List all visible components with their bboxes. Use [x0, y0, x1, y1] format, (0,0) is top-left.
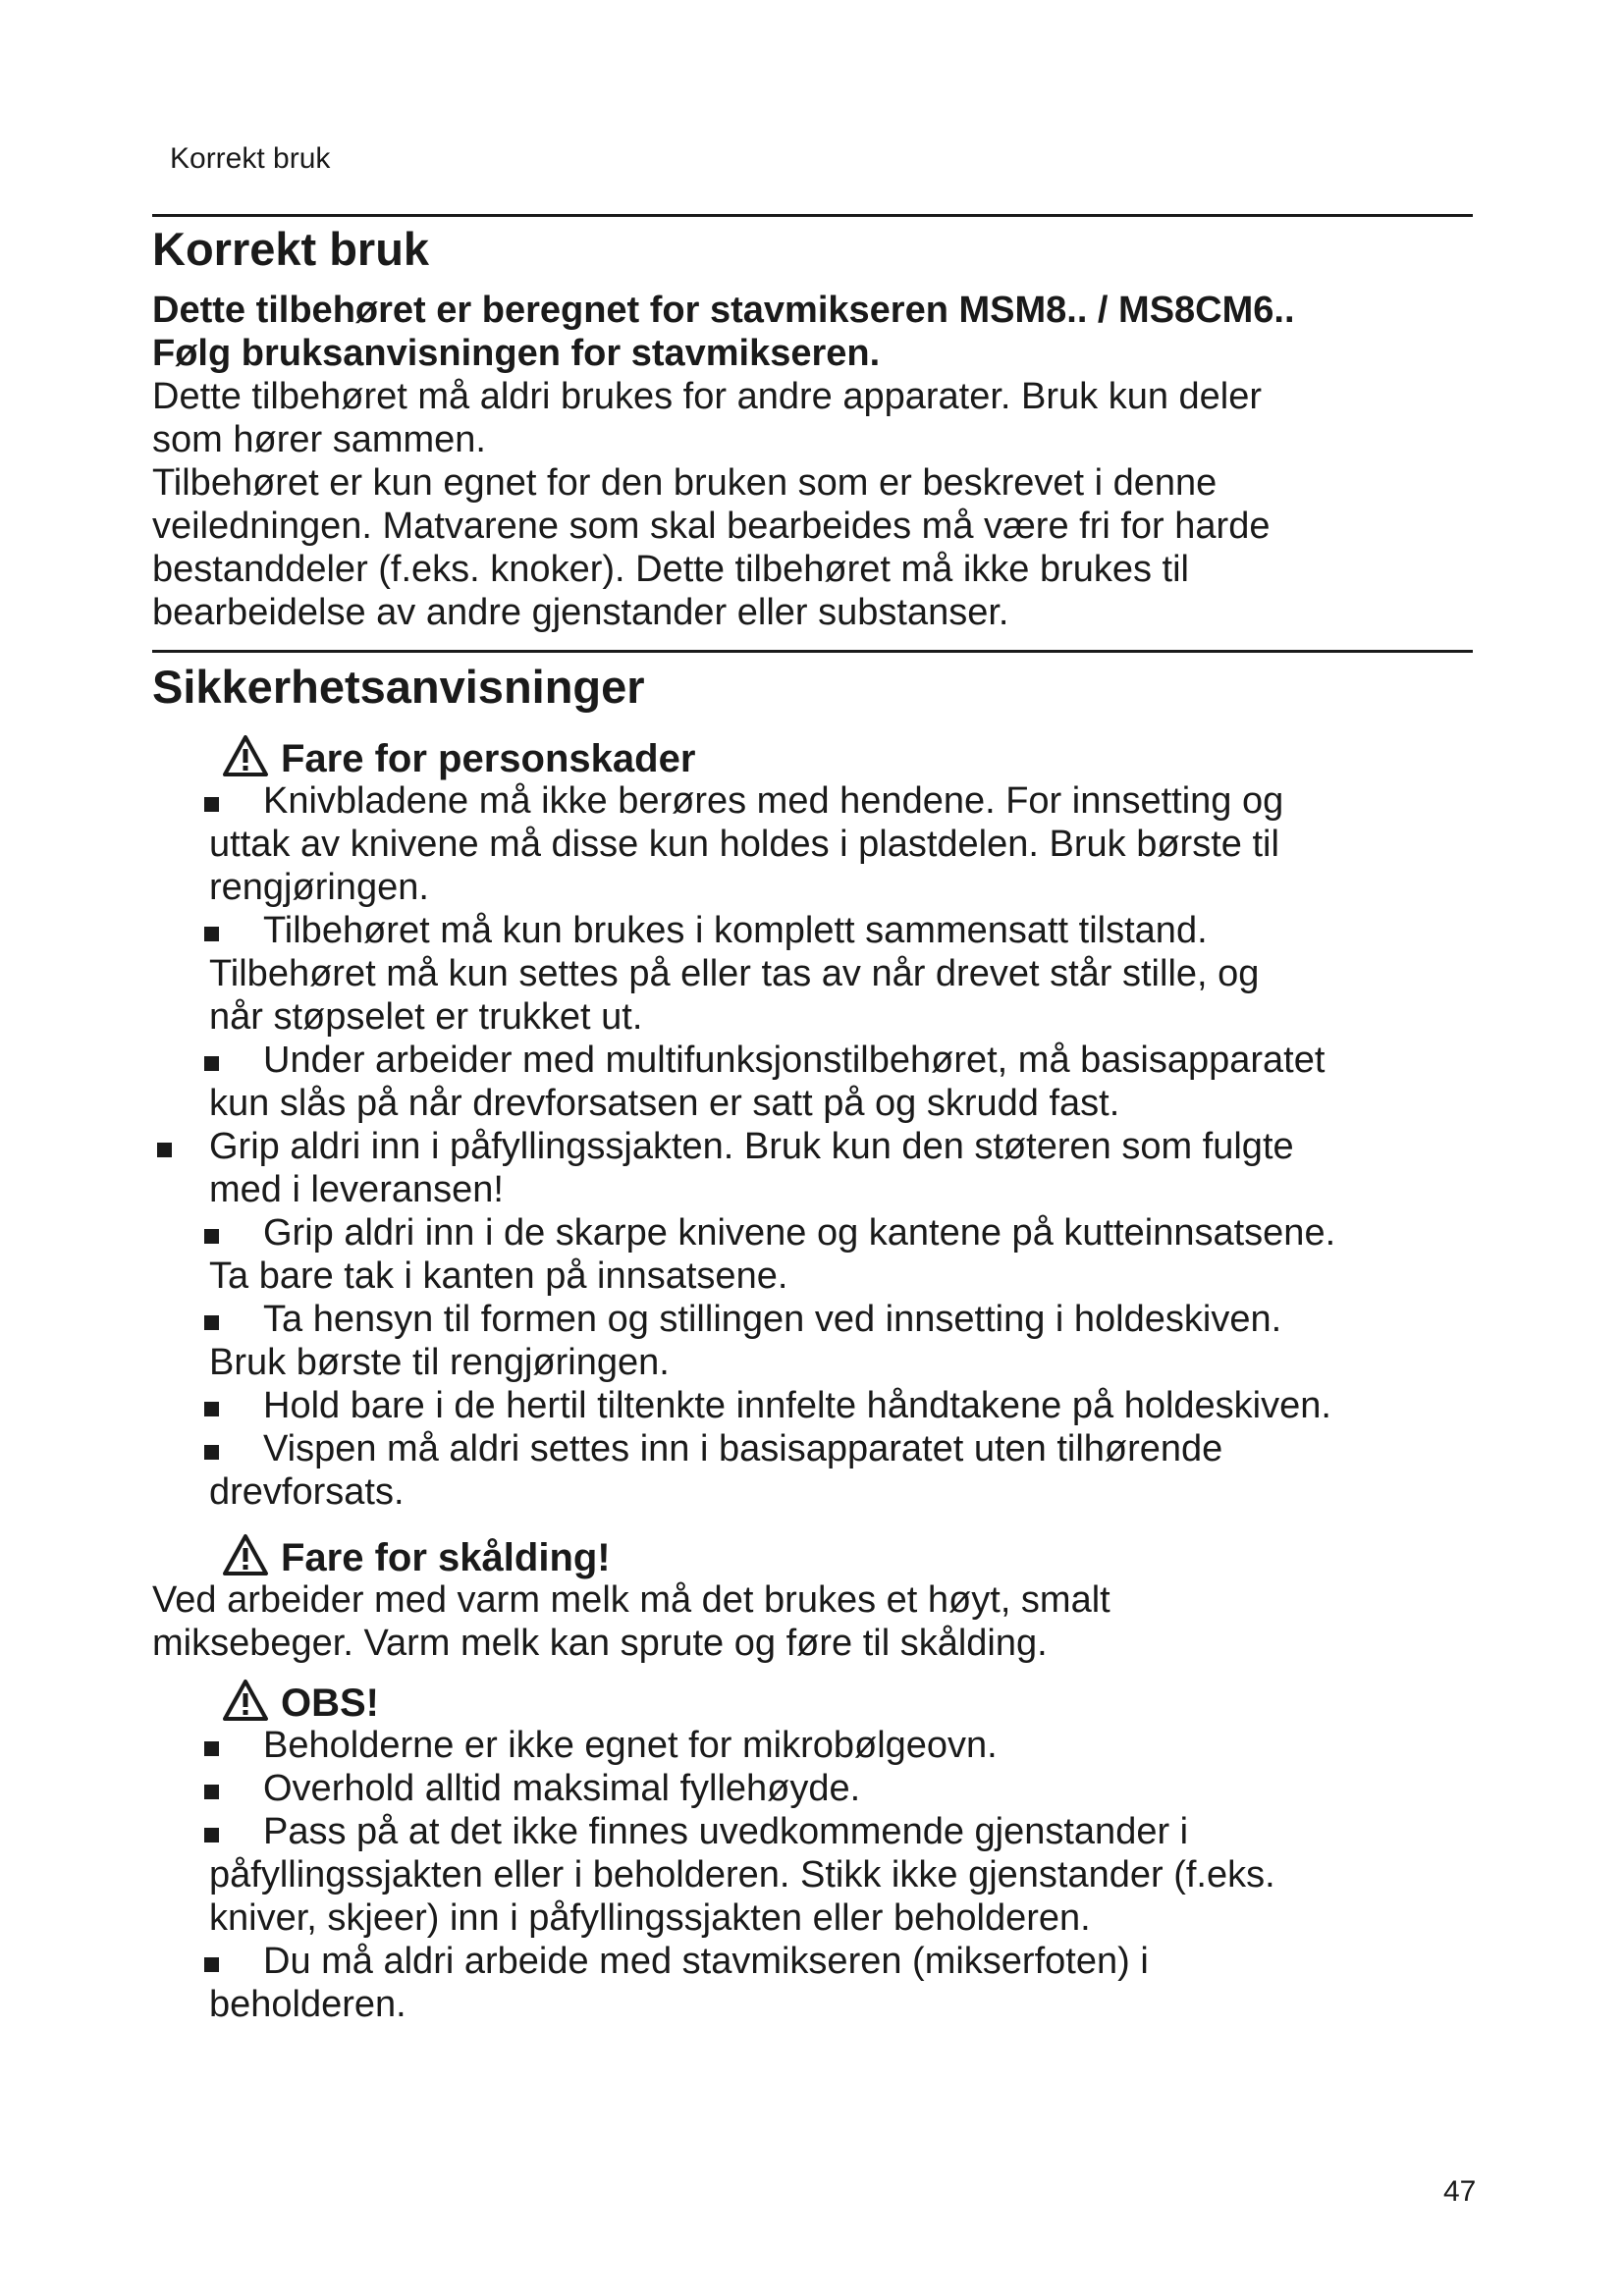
body-line: miksebeger. Varm melk kan sprute og føre til skålding. — [152, 1623, 1048, 1664]
square-bullet-icon — [204, 797, 219, 812]
body-line: bearbeidelse av andre gjenstander eller substanser. — [152, 592, 1009, 633]
bullet-line: Knivbladene må ikke berøres med hendene. For innsetting og — [263, 780, 1284, 822]
section-divider — [152, 214, 1473, 217]
bullet-item — [0, 1384, 1624, 1427]
square-bullet-icon — [204, 1785, 219, 1799]
square-bullet-icon — [204, 1056, 219, 1071]
warning-heading-personskader — [222, 734, 695, 781]
bullet-line: Under arbeider med multifunksjonstilbehøret, må basisapparatet — [263, 1040, 1326, 1081]
warning-triangle-icon — [222, 1679, 269, 1722]
bullet-item — [0, 1810, 1624, 1940]
square-bullet-icon — [204, 1402, 219, 1416]
bullet-line: kniver, skjeer) inn i påfyllingssjakten eller beholderen. — [209, 1897, 1091, 1939]
body-line: Tilbehøret er kun egnet for den bruken som er beskrevet i denne — [152, 462, 1218, 504]
bullet-line: Pass på at det ikke finnes uvedkommende gjenstander i — [263, 1811, 1189, 1852]
section-divider — [152, 650, 1473, 653]
body-line: Dette tilbehøret må aldri brukes for andre apparater. Bruk kun deler — [152, 376, 1263, 417]
square-bullet-icon — [204, 1315, 219, 1330]
bullet-line: Du må aldri arbeide med stavmikseren (mikserfoten) i — [263, 1941, 1149, 1982]
bullet-line: kun slås på når drevforsatsen er satt på og skrudd fast. — [209, 1083, 1120, 1124]
bullet-line: Ta bare tak i kanten på innsatsene. — [209, 1255, 788, 1297]
body-line: som hører sammen. — [152, 419, 486, 460]
skalding-body-text — [152, 1578, 1527, 1665]
square-bullet-icon — [204, 1828, 219, 1842]
square-bullet-icon — [204, 1229, 219, 1244]
bold-line: Dette tilbehøret er beregnet for stavmikseren MSM8.. / MS8CM6.. — [152, 290, 1295, 331]
bullet-line: drevforsats. — [209, 1471, 405, 1513]
bullet-line: Hold bare i de hertil tiltenkte innfelte håndtakene på holdeskiven. — [263, 1385, 1331, 1426]
bullet-item — [0, 779, 1624, 909]
warning-heading-text: OBS! — [281, 1682, 379, 1725]
bullet-line: Vispen må aldri settes inn i basisapparatet uten tilhørende — [263, 1428, 1223, 1469]
bullet-item — [0, 1211, 1624, 1298]
section-title-korrekt-bruk: Korrekt bruk — [152, 223, 430, 275]
body-line: bestanddeler (f.eks. knoker). Dette tilbehøret må ikke brukes til — [152, 549, 1190, 590]
bullet-line: Tilbehøret må kun settes på eller tas av når drevet står stille, og — [209, 953, 1260, 994]
section-title-sikkerhetsanvisninger: Sikkerhetsanvisninger — [152, 661, 645, 713]
bullet-item — [0, 1298, 1624, 1384]
bold-line: Følg bruksanvisningen for stavmikseren. — [152, 333, 881, 374]
bullet-line: Grip aldri inn i påfyllingssjakten. Bruk kun den støteren som fulgte — [209, 1126, 1294, 1167]
square-bullet-icon — [204, 1741, 219, 1756]
bullet-line: uttak av knivene må disse kun holdes i plastdelen. Bruk børste til — [209, 824, 1279, 865]
bullet-line: Grip aldri inn i de skarpe knivene og kantene på kutteinnsatsene. — [263, 1212, 1336, 1254]
bullet-line: Beholderne er ikke egnet for mikrobølgeovn. — [263, 1725, 998, 1766]
running-header: Korrekt bruk — [170, 142, 331, 175]
square-bullet-icon — [204, 927, 219, 941]
bullet-item — [0, 1125, 1624, 1211]
bullet-item — [0, 1427, 1624, 1514]
bullet-line: når støpselet er trukket ut. — [209, 996, 643, 1038]
square-bullet-icon — [204, 1445, 219, 1460]
intro-body-text — [152, 375, 1527, 634]
bullet-line: Ta hensyn til formen og stillingen ved innsetting i holdeskiven. — [263, 1299, 1282, 1340]
body-line: veiledningen. Matvarene som skal bearbeides må være fri for harde — [152, 506, 1271, 547]
warning-heading-text: Fare for personskader — [281, 737, 696, 780]
bullet-line: Overhold alltid maksimal fyllehøyde. — [263, 1768, 861, 1809]
bullet-item — [0, 1767, 1624, 1810]
bullet-line: med i leveransen! — [209, 1169, 504, 1210]
bullet-item — [0, 1724, 1624, 1767]
bullet-line: Tilbehøret må kun brukes i komplett sammensatt tilstand. — [263, 910, 1208, 951]
bullet-line: påfyllingssjakten eller i beholderen. Stikk ikke gjenstander (f.eks. — [209, 1854, 1275, 1896]
bullet-item — [0, 909, 1624, 1039]
bullet-line: Bruk børste til rengjøringen. — [209, 1342, 670, 1383]
bullet-line: beholderen. — [209, 1984, 406, 2025]
intro-bold-text — [152, 289, 1527, 375]
warning-heading-text: Fare for skålding! — [281, 1536, 611, 1579]
warning-heading-skalding — [222, 1533, 611, 1580]
bullet-item — [0, 1039, 1624, 1125]
page-number: 47 — [1443, 2175, 1477, 2208]
body-line: Ved arbeider med varm melk må det brukes et høyt, smalt — [152, 1579, 1110, 1621]
square-bullet-icon — [204, 1957, 219, 1972]
warning-triangle-icon — [222, 1533, 269, 1576]
warning-triangle-icon — [222, 734, 269, 777]
square-bullet-icon — [157, 1143, 172, 1157]
warning-heading-obs — [222, 1679, 379, 1726]
bullet-item — [0, 1940, 1624, 2026]
bullet-line: rengjøringen. — [209, 867, 429, 908]
